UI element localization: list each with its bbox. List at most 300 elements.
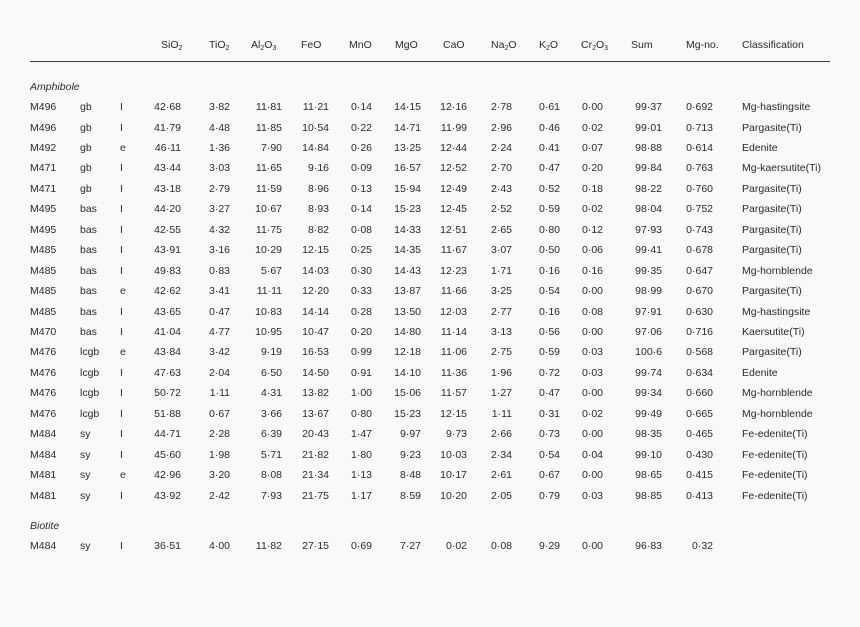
table-cell: M495 — [30, 223, 57, 236]
table-cell: 41·04 — [154, 325, 181, 338]
table-cell: 4·48 — [208, 121, 230, 134]
table-cell: M470 — [30, 325, 57, 338]
table-cell: 14·80 — [394, 325, 421, 338]
table-cell: 0·91 — [350, 366, 372, 379]
table-cell: 3·07 — [490, 244, 512, 257]
table-cell: 9·16 — [307, 162, 329, 175]
table-cell: 2·04 — [208, 366, 230, 379]
table-cell: gb — [80, 101, 92, 113]
table-cell: 2·05 — [490, 489, 512, 502]
table-cell: 0·00 — [581, 540, 603, 552]
table-cell: 3·42 — [208, 346, 230, 359]
table-cell: bas — [80, 203, 97, 216]
table-cell: 98·85 — [635, 489, 662, 502]
table-cell: bas — [80, 285, 97, 297]
table-cell: 3·13 — [490, 325, 512, 338]
table-cell: 8·48 — [399, 469, 421, 482]
table-cell: M485 — [30, 244, 57, 257]
table-cell: 3·03 — [208, 162, 230, 175]
table-cell: bas — [80, 223, 97, 236]
table-cell: 0·763 — [686, 162, 713, 175]
table-cell: 1·11 — [491, 407, 512, 420]
table-cell: 4·32 — [208, 223, 230, 236]
table-cell: 0·692 — [686, 101, 713, 113]
column-header-mgno: Mg-no. — [686, 39, 719, 51]
table-cell: 11·11 — [256, 285, 282, 297]
table-cell: 0·72 — [538, 366, 560, 379]
table-cell: 98·65 — [635, 469, 662, 482]
table-cell: Mg-hornblende — [742, 264, 813, 277]
table-cell: 100·6 — [635, 346, 662, 359]
table-cell: 0·50 — [538, 244, 560, 257]
table-cell: 0·00 — [581, 325, 603, 338]
table-cell: 0·31 — [538, 407, 560, 420]
table-cell: 1·80 — [350, 448, 372, 461]
table-cell: 11·85 — [255, 121, 282, 134]
table-cell: 41·79 — [154, 121, 181, 134]
table-cell: 0·28 — [350, 305, 372, 318]
table-cell: 0·743 — [686, 223, 713, 236]
table-cell: 0·614 — [686, 141, 713, 154]
table-cell: 43·65 — [154, 305, 181, 318]
table-cell: 42·96 — [154, 469, 181, 482]
table-cell: 21·75 — [302, 489, 329, 502]
table-cell: M485 — [30, 264, 57, 277]
table-cell: 11·75 — [255, 223, 282, 236]
table-cell: Fe-edenite(Ti) — [742, 469, 808, 482]
table-cell: 11·14 — [440, 325, 467, 338]
column-header-feo: FeO — [301, 39, 322, 51]
table-cell: bas — [80, 325, 97, 338]
table-cell: 0·67 — [208, 407, 230, 420]
table-cell: 12·18 — [394, 346, 421, 359]
table-cell: 0·630 — [686, 305, 713, 318]
table-cell: 99·35 — [635, 264, 662, 277]
table-cell: 0·568 — [686, 346, 713, 359]
table-cell: 2·43 — [490, 182, 512, 195]
table-cell: 99·74 — [635, 366, 662, 379]
table-cell: 2·52 — [490, 203, 512, 216]
table-cell: 2·70 — [490, 162, 512, 175]
column-header-al2o3: $Al_2O_3$ — [251, 39, 277, 52]
table-cell: I — [120, 325, 123, 338]
table-cell: 12·45 — [440, 203, 467, 216]
table-cell: 0·80 — [538, 223, 560, 236]
table-cell: 43·84 — [154, 346, 181, 359]
table-cell: 0·13 — [350, 182, 372, 195]
table-cell: 11·36 — [440, 366, 467, 379]
table-cell: 11·81 — [255, 101, 282, 113]
table-cell: Mg-hornblende — [742, 387, 813, 400]
table-cell: 0·14 — [350, 101, 372, 113]
table-cell: 0·03 — [581, 346, 603, 359]
table-cell: e — [120, 346, 126, 359]
table-cell: 9·73 — [445, 428, 467, 441]
table-cell: M476 — [30, 407, 57, 420]
table-cell: 0·430 — [686, 448, 713, 461]
table-cell: I — [120, 428, 123, 441]
table-cell: Kaersutite(Ti) — [742, 325, 805, 338]
table-cell: 0·79 — [538, 489, 560, 502]
table-cell: I — [120, 244, 123, 257]
table-cell: 10·54 — [302, 121, 329, 134]
table-cell: 42·55 — [154, 223, 181, 236]
table-cell: M471 — [30, 162, 57, 175]
table-cell: 0·47 — [538, 162, 560, 175]
table-cell: 0·32 — [691, 540, 713, 552]
table-cell: 1·71 — [490, 264, 512, 277]
table-cell: 0·80 — [350, 407, 372, 420]
table-cell: 2·42 — [208, 489, 230, 502]
table-cell: 0·12 — [581, 223, 603, 236]
table-cell: 43·91 — [154, 244, 181, 257]
table-cell: 97·91 — [635, 305, 662, 318]
table-cell: 14·03 — [302, 264, 329, 277]
table-cell: M492 — [30, 141, 57, 154]
table-cell: 8·82 — [307, 223, 329, 236]
table-cell: Edenite — [742, 366, 778, 379]
table-cell: 0·00 — [581, 285, 603, 297]
table-cell: 12·15 — [302, 244, 329, 257]
table-cell: 27·15 — [302, 540, 329, 552]
column-header-tio2: TiO$_2$ — [209, 39, 230, 52]
table-cell: 3·41 — [208, 285, 230, 297]
table-cell: 0·16 — [538, 264, 560, 277]
table-cell: 0·47 — [208, 305, 230, 318]
table-cell: Fe-edenite(Ti) — [742, 428, 808, 441]
table-cell: 10·67 — [255, 203, 282, 216]
table-cell: 99·41 — [635, 244, 662, 257]
table-cell: 0·22 — [350, 121, 372, 134]
table-cell: 8·96 — [307, 182, 329, 195]
table-cell: 1·47 — [350, 428, 372, 441]
table-cell: 43·18 — [154, 182, 181, 195]
column-header-sio2: SiO$_2$ — [161, 39, 183, 52]
table-cell: 13·25 — [394, 141, 421, 154]
table-cell: 8·59 — [399, 489, 421, 502]
table-cell: gb — [80, 182, 92, 195]
table-cell: I — [120, 305, 123, 318]
table-cell: 0·07 — [581, 141, 603, 154]
table-cell: Mg-hastingsite — [742, 101, 811, 113]
table-cell: 1·17 — [350, 489, 372, 502]
table-cell: 51·88 — [154, 407, 181, 420]
table-cell: 3·82 — [208, 101, 230, 113]
table-cell: 97·93 — [635, 223, 662, 236]
table-cell: M496 — [30, 101, 57, 113]
table-cell: 11·59 — [255, 182, 282, 195]
table-cell: 0·03 — [581, 366, 603, 379]
table-cell: bas — [80, 264, 97, 277]
table-cell: 98·22 — [635, 182, 662, 195]
table-cell: M476 — [30, 387, 57, 400]
table-cell: 1·11 — [209, 387, 230, 400]
table-cell: 12·49 — [440, 182, 467, 195]
table-cell: 99·84 — [635, 162, 662, 175]
table-cell: Mg-hastingsite — [742, 305, 811, 318]
table-cell: 10·47 — [302, 325, 329, 338]
table-cell: 13·67 — [302, 407, 329, 420]
table-cell: 21·82 — [302, 448, 329, 461]
table-cell: 14·14 — [302, 305, 329, 318]
table-cell: 0·54 — [538, 285, 560, 297]
table-cell: 0·09 — [350, 162, 372, 175]
column-header-cr2o3: $Cr_2O_3$ — [581, 39, 609, 52]
table-cell: 50·72 — [154, 387, 181, 400]
table-cell: 0·02 — [581, 203, 603, 216]
table-cell: sy — [80, 469, 91, 482]
column-header-na2o: $Na_2O$ — [491, 39, 517, 52]
table-cell: 10·03 — [440, 448, 467, 461]
table-cell: 12·51 — [440, 223, 467, 236]
table-cell: 43·92 — [154, 489, 181, 502]
table-cell: M481 — [30, 469, 57, 482]
table-cell: 10·29 — [255, 244, 282, 257]
table-cell: 1·13 — [350, 469, 372, 482]
table-cell: M481 — [30, 489, 57, 502]
table-cell: 36·51 — [154, 540, 181, 552]
table-cell: M495 — [30, 203, 57, 216]
column-header-mno: MnO — [349, 39, 372, 51]
table-cell: 10·20 — [440, 489, 467, 502]
table-cell: 0·465 — [686, 428, 713, 441]
table-cell: 0·25 — [350, 244, 372, 257]
table-cell: 13·87 — [394, 285, 421, 297]
table-cell: 99·37 — [635, 101, 662, 113]
table-cell: 2·78 — [490, 101, 512, 113]
column-header-class: Classification — [742, 39, 804, 51]
table-cell: 0·04 — [581, 448, 603, 461]
table-cell: 11·82 — [255, 540, 282, 552]
table-cell: 2·75 — [490, 346, 512, 359]
table-cell: 0·00 — [581, 387, 603, 400]
table-cell: 0·413 — [686, 489, 713, 502]
table-cell: I — [120, 366, 123, 379]
table-cell: 3·27 — [208, 203, 230, 216]
column-header-mgo: MgO — [395, 39, 418, 51]
table-cell: M485 — [30, 285, 57, 297]
table-cell: I — [120, 489, 123, 502]
table-cell: e — [120, 285, 126, 297]
table-cell: 8·08 — [260, 469, 282, 482]
table-cell: 6·50 — [260, 366, 282, 379]
table-cell: 16·57 — [394, 162, 421, 175]
table-cell: 0·665 — [686, 407, 713, 420]
table-cell: 14·71 — [394, 121, 421, 134]
table-cell: 0·16 — [538, 305, 560, 318]
table-cell: 0·33 — [350, 285, 372, 297]
table-cell: I — [120, 101, 123, 113]
table-cell: 0·713 — [686, 121, 713, 134]
table-cell: M484 — [30, 428, 57, 441]
table-cell: 9·97 — [399, 428, 421, 441]
table-cell: 1·96 — [490, 366, 512, 379]
table-cell: 2·65 — [490, 223, 512, 236]
table-cell: 98·99 — [635, 285, 662, 297]
table-cell: 2·79 — [208, 182, 230, 195]
table-cell: 11·21 — [302, 101, 329, 113]
table-cell: 3·66 — [260, 407, 282, 420]
table-cell: 0·00 — [581, 428, 603, 441]
table-cell: 0·678 — [686, 244, 713, 257]
table-cell: e — [120, 469, 126, 482]
table-cell: 12·20 — [302, 285, 329, 297]
table-cell: I — [120, 448, 123, 461]
table-cell: 12·23 — [440, 264, 467, 277]
table-cell: M484 — [30, 540, 57, 552]
table-cell: I — [120, 407, 123, 420]
table-cell: 45·60 — [154, 448, 181, 461]
table-cell: I — [120, 182, 123, 195]
table-cell: 4·31 — [260, 387, 282, 400]
table-cell: 14·84 — [302, 141, 329, 154]
table-cell: 10·17 — [440, 469, 467, 482]
column-header-sum: Sum — [631, 39, 653, 51]
table-cell: 96·83 — [635, 540, 662, 552]
table-cell: 2·34 — [490, 448, 512, 461]
table-cell: 14·50 — [302, 366, 329, 379]
table-cell: 43·44 — [154, 162, 181, 175]
table-cell: 99·34 — [635, 387, 662, 400]
table-cell: I — [120, 387, 123, 400]
table-cell: 0·02 — [581, 121, 603, 134]
table-cell: 0·08 — [350, 223, 372, 236]
table-cell: 14·35 — [394, 244, 421, 257]
table-cell: Pargasite(Ti) — [742, 182, 802, 195]
table-cell: 12·15 — [440, 407, 467, 420]
table-cell: I — [120, 223, 123, 236]
table-cell: 12·52 — [440, 162, 467, 175]
table-cell: 21·34 — [302, 469, 329, 482]
table-cell: 0·83 — [208, 264, 230, 277]
table-cell: Pargasite(Ti) — [742, 203, 802, 216]
table-cell: Edenite — [742, 141, 778, 154]
table-cell: 12·16 — [440, 101, 467, 113]
table-cell: 0·30 — [350, 264, 372, 277]
table-cell: 0·16 — [581, 264, 603, 277]
table-cell: 0·52 — [538, 182, 560, 195]
table-cell: I — [120, 264, 123, 277]
table-cell: 0·46 — [538, 121, 560, 134]
table-cell: 8·93 — [307, 203, 329, 216]
table-cell: 10·83 — [255, 305, 282, 318]
table-cell: 42·68 — [154, 101, 181, 113]
table-cell: 10·95 — [255, 325, 282, 338]
table-cell: 9·29 — [538, 540, 560, 552]
table-cell: 3·25 — [490, 285, 512, 297]
table-cell: 47·63 — [154, 366, 181, 379]
table-cell: Mg-kaersutite(Ti) — [742, 162, 821, 175]
table-cell: 11·99 — [440, 121, 467, 134]
table-cell: lcgb — [80, 346, 100, 359]
table-cell: 20·43 — [302, 428, 329, 441]
table-cell: 4·77 — [208, 325, 230, 338]
table-cell: 0·00 — [581, 101, 603, 113]
table-cell: 15·06 — [394, 387, 421, 400]
table-cell: 0·69 — [350, 540, 372, 552]
table-cell: 13·50 — [394, 305, 421, 318]
table-cell: Pargasite(Ti) — [742, 285, 802, 297]
table-cell: gb — [80, 141, 92, 154]
table-cell: 12·44 — [440, 141, 467, 154]
table-cell: 4·00 — [208, 540, 230, 552]
column-header-cao: CaO — [443, 39, 465, 51]
table-cell: 2·96 — [490, 121, 512, 134]
table-cell: lcgb — [80, 407, 100, 420]
table-cell: 98·88 — [635, 141, 662, 154]
table-cell: I — [120, 540, 123, 552]
header-rule — [30, 61, 830, 62]
table-cell: 0·26 — [350, 141, 372, 154]
table-cell: 11·57 — [440, 387, 467, 400]
table-cell: 0·415 — [686, 469, 713, 482]
table-cell: 0·660 — [686, 387, 713, 400]
table-cell: 6·39 — [260, 428, 282, 441]
table-cell: sy — [80, 540, 91, 552]
table-cell: 97·06 — [635, 325, 662, 338]
table-cell: 0·20 — [350, 325, 372, 338]
section-title-biotite: Biotite — [30, 520, 60, 532]
table-cell: 0·02 — [445, 540, 467, 552]
table-cell: 7·93 — [260, 489, 282, 502]
table-cell: 2·24 — [490, 141, 512, 154]
table-cell: 0·03 — [581, 489, 603, 502]
table-cell: 13·82 — [302, 387, 329, 400]
table-cell: I — [120, 121, 123, 134]
table-cell: lcgb — [80, 366, 100, 379]
table-cell: 0·59 — [538, 203, 560, 216]
table-cell: 0·716 — [686, 325, 713, 338]
table-cell: 2·28 — [208, 428, 230, 441]
table-cell: 0·06 — [581, 244, 603, 257]
table-cell: 2·66 — [490, 428, 512, 441]
table-cell: Pargasite(Ti) — [742, 223, 802, 236]
table-cell: sy — [80, 489, 91, 502]
table-cell: M476 — [30, 346, 57, 359]
table-cell: 98·35 — [635, 428, 662, 441]
table-cell: M471 — [30, 182, 57, 195]
table-cell: 11·67 — [440, 244, 467, 257]
table-cell: 1·00 — [350, 387, 372, 400]
table-cell: 99·49 — [635, 407, 662, 420]
table-cell: 14·10 — [394, 366, 421, 379]
table-cell: 0·54 — [538, 448, 560, 461]
column-header-k2o: $K_2O$ — [539, 39, 559, 52]
table-cell: 0·634 — [686, 366, 713, 379]
table-cell: bas — [80, 305, 97, 318]
table-cell: 0·73 — [538, 428, 560, 441]
table-cell: 98·04 — [635, 203, 662, 216]
table-cell: 9·19 — [260, 346, 282, 359]
table-cell: 11·06 — [440, 346, 467, 359]
table-cell: M476 — [30, 366, 57, 379]
table-cell: 5·71 — [260, 448, 282, 461]
table-cell: 0·67 — [538, 469, 560, 482]
table-cell: 0·752 — [686, 203, 713, 216]
table-cell: gb — [80, 162, 92, 175]
table-cell: 49·83 — [154, 264, 181, 277]
table-cell: 15·94 — [394, 182, 421, 195]
table-cell: 99·01 — [635, 121, 662, 134]
table-cell: I — [120, 203, 123, 216]
table-cell: 3·16 — [208, 244, 230, 257]
table-cell: 0·18 — [581, 182, 603, 195]
table-cell: 0·08 — [581, 305, 603, 318]
table-cell: 46·11 — [154, 141, 181, 154]
table-cell: 42·62 — [154, 285, 181, 297]
section-title-amphibole: Amphibole — [30, 81, 80, 93]
table-cell: Pargasite(Ti) — [742, 346, 802, 359]
